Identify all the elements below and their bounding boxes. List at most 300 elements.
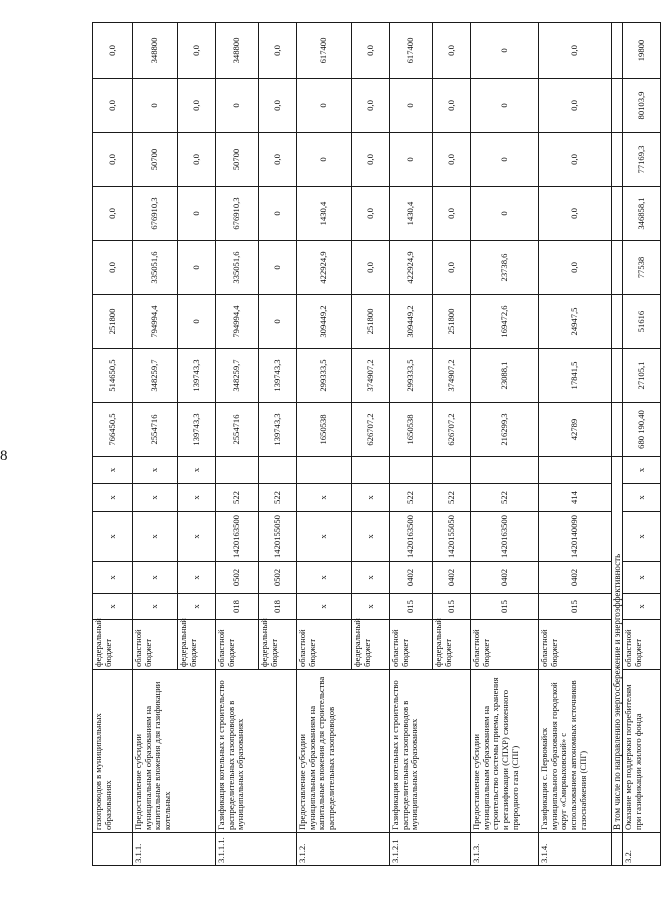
cell-v2021	[471, 241, 539, 295]
cell-total	[216, 403, 259, 457]
cell-v2021	[259, 241, 297, 295]
cell-source	[178, 620, 216, 670]
cell-v2019	[216, 349, 259, 403]
cell-v2020	[297, 295, 352, 349]
cell-v2023	[433, 133, 471, 187]
cell-code	[539, 833, 612, 866]
cell-name-text: Предоставление субсидии муниципальным образованиям на строительство системы приема, хранения и регазификации (СПХР) сжиженного природного газа (СПГ)	[471, 677, 520, 830]
cell-c4-text: 522	[445, 491, 456, 504]
cell-v2020-text: 51616	[635, 310, 646, 333]
cell-v2023-text: 50700	[149, 148, 160, 171]
cell-c1	[433, 594, 471, 620]
cell-v2024-text: 0,0	[190, 100, 201, 111]
budget-table	[92, 22, 661, 866]
cell-c2	[539, 562, 612, 594]
cell-c4	[297, 484, 352, 512]
cell-v2021	[297, 241, 352, 295]
cell-name	[93, 670, 133, 833]
cell-v2021-text: 0,0	[445, 262, 456, 273]
cell-c1-text: 015	[498, 600, 509, 613]
cell-v2023-text: 77169,3	[635, 145, 646, 174]
cell-v2020	[623, 295, 661, 349]
cell-c3	[390, 512, 433, 562]
cell-total	[539, 403, 612, 457]
cell-v2023	[390, 133, 433, 187]
rotated-budget-table-wrapper	[92, 23, 646, 866]
cell-v2019-text: 348259,7	[231, 359, 242, 392]
cell-v2019-text: 27105,1	[635, 361, 646, 390]
cell-c1-text: 015	[569, 600, 580, 613]
cell-source	[433, 620, 471, 670]
cell-source	[259, 620, 297, 670]
cell-code-text: 3.1.4.	[539, 843, 549, 863]
cell-v2025	[93, 23, 133, 79]
cell-total	[433, 403, 471, 457]
cell-c1	[352, 594, 390, 620]
cell-v2019	[133, 349, 178, 403]
cell-v2024	[623, 79, 661, 133]
cell-c3	[471, 512, 539, 562]
page-number: 8	[0, 448, 8, 464]
cell-v2020	[216, 295, 259, 349]
cell-c2	[93, 562, 133, 594]
cell-code	[93, 833, 133, 866]
table-row	[93, 23, 133, 866]
cell-v2022	[390, 187, 433, 241]
cell-source	[297, 620, 352, 670]
cell-code-text: 3.1.3.	[471, 843, 481, 863]
cell-c5-text: x	[149, 467, 160, 473]
cell-v2023	[133, 133, 178, 187]
cell-c5	[93, 457, 133, 484]
cell-v2021	[623, 241, 661, 295]
cell-c1	[133, 594, 178, 620]
cell-v2023	[297, 133, 352, 187]
cell-name-text: газопроводов в муниципальных образованиях	[93, 713, 113, 830]
cell-v2020	[539, 295, 612, 349]
cell-v2024	[93, 79, 133, 133]
cell-v2022-text: 1430,4	[405, 201, 416, 226]
cell-v2019	[297, 349, 352, 403]
cell-c2-text: x	[106, 575, 117, 580]
cell-v2019-text: 514650,5	[106, 359, 117, 392]
cell-c4-text: 522	[231, 491, 242, 504]
cell-c4	[259, 484, 297, 512]
cell-code	[133, 833, 216, 866]
cell-v2024	[352, 79, 390, 133]
cell-v2025-text: 348800	[231, 37, 242, 64]
cell-v2019	[623, 349, 661, 403]
cell-v2020-text: 251800	[445, 308, 456, 335]
cell-v2020-text: 251800	[106, 308, 117, 335]
cell-name	[471, 670, 539, 833]
cell-v2019-text: 23088,1	[498, 361, 509, 390]
cell-v2020-text: 251800	[364, 308, 375, 335]
cell-v2019	[259, 349, 297, 403]
cell-v2025	[390, 23, 433, 79]
cell-v2024-text: 0	[231, 103, 242, 108]
cell-c2-text: x	[635, 575, 646, 580]
cell-v2022	[433, 187, 471, 241]
cell-total-text: 2554716	[231, 414, 242, 445]
cell-code-text: 3.1.2.1	[390, 839, 400, 863]
section-empty-cell	[612, 23, 623, 79]
cell-v2024	[178, 79, 216, 133]
cell-v2023	[471, 133, 539, 187]
cell-v2023-text: 0,0	[106, 154, 117, 165]
table-row	[133, 23, 178, 866]
cell-c5	[216, 457, 259, 484]
cell-code	[216, 833, 297, 866]
cell-v2020	[390, 295, 433, 349]
cell-v2023-text: 0,0	[190, 154, 201, 165]
cell-v2023	[178, 133, 216, 187]
cell-c3	[433, 512, 471, 562]
cell-c5-text: x	[106, 467, 117, 473]
cell-c1-text: x	[635, 604, 646, 609]
cell-c1-text: x	[364, 604, 375, 609]
cell-c1	[216, 594, 259, 620]
section-title: В том числе по направлению энергосбережение и энергоэффективность	[612, 457, 623, 833]
cell-c4-text: 522	[405, 491, 416, 504]
cell-source	[133, 620, 178, 670]
cell-c5	[390, 457, 433, 484]
cell-code-text: 3.2.	[623, 850, 634, 863]
cell-v2025-text: 0	[498, 48, 509, 53]
cell-c3-text: 1420155050	[445, 515, 456, 558]
cell-v2023-text: 0,0	[569, 154, 580, 165]
cell-c4-text: x	[106, 495, 117, 500]
cell-c2-text: 0402	[405, 568, 416, 587]
cell-v2024-text: 0	[149, 103, 160, 108]
cell-v2024	[133, 79, 178, 133]
cell-total-text: 2554716	[149, 414, 160, 445]
cell-c4-text: 414	[569, 491, 580, 504]
cell-v2022	[623, 187, 661, 241]
cell-v2024	[471, 79, 539, 133]
cell-v2022-text: 0	[190, 211, 201, 216]
cell-v2025-text: 348800	[149, 37, 160, 64]
cell-v2025	[352, 23, 390, 79]
cell-v2023	[623, 133, 661, 187]
cell-v2019	[471, 349, 539, 403]
cell-v2022-text: 0	[271, 211, 282, 216]
cell-c2-text: x	[149, 575, 160, 580]
cell-c5	[623, 457, 661, 484]
cell-v2019	[390, 349, 433, 403]
cell-c1	[93, 594, 133, 620]
cell-v2024-text: 0,0	[445, 100, 456, 111]
cell-c3	[623, 512, 661, 562]
cell-v2021-text: 0,0	[106, 262, 117, 273]
cell-source-text: областной бюджет	[539, 629, 559, 667]
cell-c3-text: x	[106, 534, 117, 539]
cell-v2019-text: 374907,2	[445, 359, 456, 392]
cell-total-text: 1650538	[318, 414, 329, 445]
cell-source	[216, 620, 259, 670]
cell-v2022-text: 0,0	[364, 208, 375, 219]
cell-c5	[352, 457, 390, 484]
table-row	[390, 23, 433, 866]
section-empty-cell	[612, 241, 623, 295]
cell-v2024	[216, 79, 259, 133]
cell-c5	[178, 457, 216, 484]
cell-v2024-text: 0	[405, 103, 416, 108]
cell-total-text: 139743,3	[190, 413, 201, 446]
cell-v2022-text: 676910,3	[231, 197, 242, 230]
cell-c2	[433, 562, 471, 594]
cell-v2023	[352, 133, 390, 187]
cell-c1-text: 018	[271, 600, 282, 613]
cell-v2021-text: 335051,6	[231, 251, 242, 284]
cell-c4	[352, 484, 390, 512]
cell-code	[471, 833, 539, 866]
cell-v2025	[433, 23, 471, 79]
cell-total-text: 139743,3	[271, 413, 282, 446]
cell-v2021-text: 77538	[635, 256, 646, 279]
cell-v2024-text: 0	[498, 103, 509, 108]
cell-v2022	[352, 187, 390, 241]
cell-c3	[297, 512, 352, 562]
cell-c1	[471, 594, 539, 620]
cell-c1-text: x	[190, 604, 201, 609]
cell-v2023-text: 0,0	[364, 154, 375, 165]
cell-c4	[539, 484, 612, 512]
cell-c3	[259, 512, 297, 562]
cell-v2022-text: 0,0	[569, 208, 580, 219]
table-row	[471, 23, 539, 866]
cell-v2019	[433, 349, 471, 403]
table-row	[216, 23, 259, 866]
cell-v2022-text: 676910,3	[149, 197, 160, 230]
cell-name-text: Газификация котельных и строительство распределительных газопроводов в муниципальных образованиях	[390, 680, 420, 830]
cell-code	[297, 833, 390, 866]
cell-name-text: Газификация котельных и строительство распределительных газопроводов в муниципальных образованиях	[216, 680, 246, 830]
cell-name-text: Газификация с. Первомайск муниципального образования городской округ «Смирныховский» с использованием автономных источников газоснабжения (СПГ)	[539, 680, 588, 830]
cell-c4	[178, 484, 216, 512]
cell-c1-text: x	[318, 604, 329, 609]
cell-c1	[623, 594, 661, 620]
cell-c5	[471, 457, 539, 484]
cell-v2020	[93, 295, 133, 349]
cell-c5	[539, 457, 612, 484]
cell-total-text: 626707,2	[445, 413, 456, 446]
cell-c1	[297, 594, 352, 620]
cell-c3-text: 1420155050	[271, 515, 282, 558]
cell-v2025-text: 617400	[405, 37, 416, 64]
cell-v2024	[539, 79, 612, 133]
cell-c3-text: 1420140090	[569, 515, 580, 558]
cell-c3-text: x	[190, 534, 201, 539]
cell-v2022-text: 0	[498, 211, 509, 216]
cell-v2021-text: 0,0	[569, 262, 580, 273]
cell-v2022-text: 346858,1	[635, 197, 646, 230]
cell-source	[93, 620, 133, 670]
cell-c5-text: x	[190, 467, 201, 473]
cell-v2021-text: 0	[190, 265, 201, 270]
cell-v2025	[259, 23, 297, 79]
cell-v2020-text: 24947,5	[569, 307, 580, 336]
cell-v2022	[539, 187, 612, 241]
cell-total	[93, 403, 133, 457]
cell-total	[133, 403, 178, 457]
cell-c3	[352, 512, 390, 562]
cell-total-text: 766450,5	[106, 413, 117, 446]
cell-c2	[178, 562, 216, 594]
cell-v2023-text: 50700	[231, 148, 242, 171]
cell-total-text: 1650538	[405, 414, 416, 445]
cell-v2020	[352, 295, 390, 349]
cell-v2020	[259, 295, 297, 349]
cell-v2025	[471, 23, 539, 79]
cell-source-text: федеральный бюджет	[178, 618, 198, 667]
cell-v2020	[433, 295, 471, 349]
cell-v2022	[259, 187, 297, 241]
cell-v2020-text: 0	[190, 319, 201, 324]
cell-code-text: 3.1.2.	[297, 843, 307, 863]
cell-c2-text: 0502	[231, 568, 242, 587]
cell-c3	[539, 512, 612, 562]
section-code-cell	[612, 833, 623, 866]
cell-name-text: Оказание мер поддержки потребителям при газификации жилого фонда	[623, 684, 643, 830]
cell-c3-text: 1420163500	[405, 515, 416, 558]
cell-v2025	[133, 23, 178, 79]
cell-total	[297, 403, 352, 457]
cell-v2025-text: 19800	[635, 39, 646, 62]
cell-source	[390, 620, 433, 670]
cell-c2-text: x	[318, 575, 329, 580]
cell-name	[539, 670, 612, 833]
cell-v2019	[93, 349, 133, 403]
cell-v2020-text: 169472,6	[498, 305, 509, 338]
cell-c4-text: x	[364, 495, 375, 500]
cell-c5	[297, 457, 352, 484]
cell-c2-text: 0402	[498, 568, 509, 587]
cell-v2019-text: 374907,2	[364, 359, 375, 392]
cell-v2025-text: 0,0	[271, 45, 282, 56]
cell-c2	[297, 562, 352, 594]
cell-name-text: Предоставление субсидии муниципальным образованиям на капитальные вложения для строительства распределительных газопроводов	[297, 676, 336, 830]
cell-v2019-text: 299333,5	[318, 359, 329, 392]
cell-v2025	[623, 23, 661, 79]
cell-c2	[390, 562, 433, 594]
cell-c3-text: x	[318, 534, 329, 539]
cell-v2022	[178, 187, 216, 241]
table-row	[539, 23, 612, 866]
cell-c3-text: x	[149, 534, 160, 539]
cell-v2025-text: 0,0	[364, 45, 375, 56]
section-row	[612, 23, 623, 866]
cell-v2019	[539, 349, 612, 403]
cell-total-text: 216299,3	[498, 413, 509, 446]
cell-source-text: областной бюджет	[216, 629, 236, 667]
cell-v2024-text: 0,0	[106, 100, 117, 111]
cell-v2025	[216, 23, 259, 79]
cell-c1-text: x	[149, 604, 160, 609]
cell-name	[297, 670, 390, 833]
cell-c1-text: 018	[231, 600, 242, 613]
cell-c4	[93, 484, 133, 512]
cell-v2023	[539, 133, 612, 187]
cell-v2025	[297, 23, 352, 79]
cell-c4-text: x	[190, 495, 201, 500]
cell-v2020	[178, 295, 216, 349]
cell-v2023	[216, 133, 259, 187]
cell-v2020-text: 794994,4	[149, 305, 160, 338]
cell-total	[259, 403, 297, 457]
cell-v2025-text: 0,0	[569, 45, 580, 56]
cell-source-text: федеральный бюджет	[352, 618, 372, 667]
cell-source	[471, 620, 539, 670]
cell-v2021-text: 0,0	[364, 262, 375, 273]
cell-v2019	[352, 349, 390, 403]
cell-c2-text: 0502	[271, 568, 282, 587]
cell-c2-text: x	[190, 575, 201, 580]
cell-v2025	[178, 23, 216, 79]
cell-source	[539, 620, 612, 670]
cell-c2-text: x	[364, 575, 375, 580]
cell-c3-text: x	[364, 534, 375, 539]
cell-v2019-text: 348259,7	[149, 359, 160, 392]
cell-source-text: федеральный бюджет	[433, 618, 453, 667]
cell-c4	[133, 484, 178, 512]
section-empty-cell	[612, 133, 623, 187]
section-empty-cell	[612, 349, 623, 403]
cell-c5-text: x	[635, 467, 646, 473]
cell-v2019-text: 139743,3	[271, 359, 282, 392]
cell-v2025-text: 0,0	[445, 45, 456, 56]
cell-v2022	[93, 187, 133, 241]
cell-name	[623, 670, 661, 833]
table-row	[297, 23, 352, 866]
cell-c2	[471, 562, 539, 594]
cell-v2023-text: 0,0	[271, 154, 282, 165]
cell-c5	[259, 457, 297, 484]
table-row	[623, 23, 661, 866]
cell-c2	[259, 562, 297, 594]
cell-v2021	[539, 241, 612, 295]
cell-name	[216, 670, 297, 833]
cell-v2023-text: 0	[498, 157, 509, 162]
cell-c4	[623, 484, 661, 512]
cell-c3	[133, 512, 178, 562]
cell-source-text: областной бюджет	[133, 629, 153, 667]
cell-c1	[390, 594, 433, 620]
cell-c1-text: 015	[445, 600, 456, 613]
cell-v2021-text: 422924,9	[318, 251, 329, 284]
cell-v2022	[297, 187, 352, 241]
cell-source-text: федеральный бюджет	[93, 618, 113, 667]
cell-v2022	[216, 187, 259, 241]
cell-c1-text: 015	[405, 600, 416, 613]
cell-c1	[178, 594, 216, 620]
cell-v2023-text: 0	[318, 157, 329, 162]
cell-total	[390, 403, 433, 457]
cell-c3	[93, 512, 133, 562]
cell-v2020-text: 309449,2	[318, 305, 329, 338]
cell-c2	[352, 562, 390, 594]
cell-c3-text: x	[635, 534, 646, 539]
cell-name-text: Предоставление субсидии муниципальным образованиям на капитальные вложения для газификации котельных	[133, 681, 172, 830]
cell-source-text: федеральный бюджет	[259, 618, 279, 667]
cell-c1	[539, 594, 612, 620]
cell-v2021-text: 422924,9	[405, 251, 416, 284]
cell-v2019-text: 299333,5	[405, 359, 416, 392]
cell-source-text: областной бюджет	[471, 629, 491, 667]
cell-v2024-text: 0,0	[271, 100, 282, 111]
cell-v2024-text: 0,0	[364, 100, 375, 111]
cell-total-text: 626707,2	[364, 413, 375, 446]
